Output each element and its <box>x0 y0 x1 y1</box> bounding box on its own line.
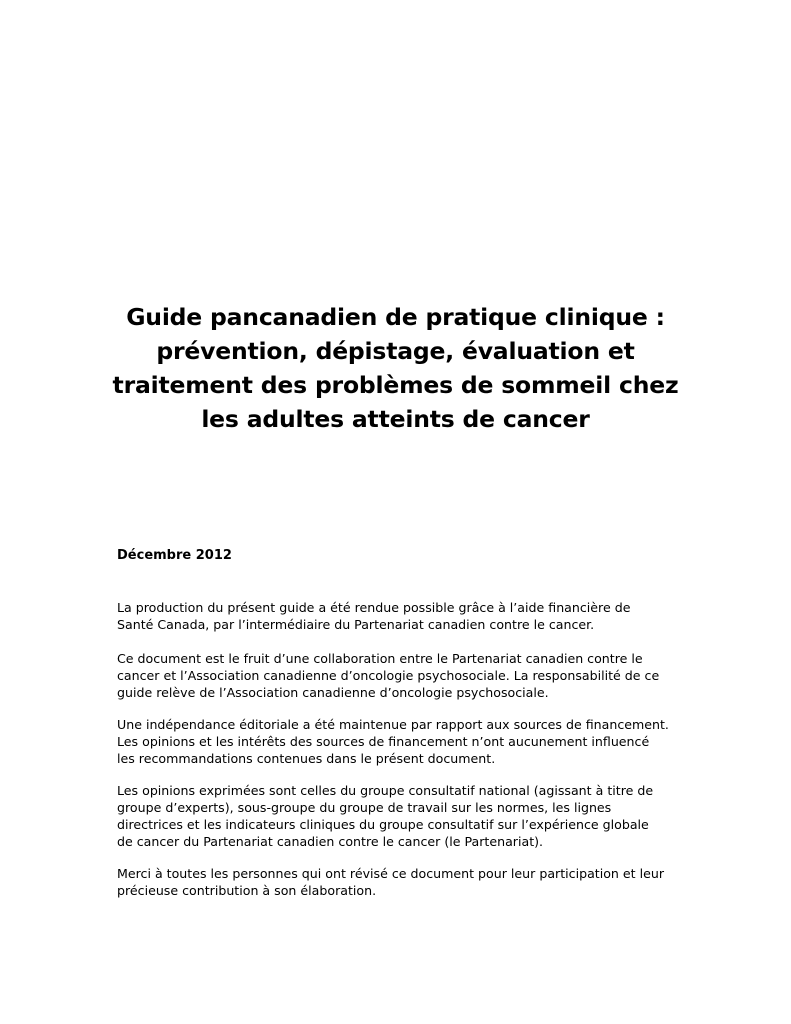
text-line: précieuse contribution à son élaboration. <box>117 883 377 898</box>
opinions-paragraph <box>117 782 717 850</box>
title-line: prévention, dépistage, évaluation et <box>156 337 635 365</box>
title-line: Guide pancanadien de pratique clinique : <box>126 303 665 331</box>
funding-paragraph <box>117 599 717 633</box>
text-line: Santé Canada, par l’intermédiaire du Partenariat canadien contre le cancer. <box>117 617 595 632</box>
text-line: Les opinions exprimées sont celles du groupe consultatif national (agissant à titre de <box>117 783 654 798</box>
document-title <box>60 300 731 436</box>
title-line: les adultes atteints de cancer <box>201 405 590 433</box>
text-line: Merci à toutes les personnes qui ont révisé ce document pour leur participation et leur <box>117 866 665 881</box>
editorial-independence-paragraph <box>117 716 717 767</box>
text-line: cancer et l’Association canadienne d’oncologie psychosociale. La responsabilité de ce <box>117 668 660 683</box>
text-line: Ce document est le fruit d’une collaboration entre le Partenariat canadien contre le <box>117 651 643 666</box>
text-line: les recommandations contenues dans le présent document. <box>117 751 496 766</box>
text-line: Les opinions et les intérêts des sources de financement n’ont aucunement influencé <box>117 734 650 749</box>
text-line: de cancer du Partenariat canadien contre le cancer (le Partenariat). <box>117 834 544 849</box>
acknowledgements-paragraph <box>117 865 717 899</box>
text-line: Une indépendance éditoriale a été maintenue par rapport aux sources de financement. <box>117 717 669 732</box>
title-line: traitement des problèmes de sommeil chez <box>112 371 679 399</box>
text-line: directrices et les indicateurs cliniques du groupe consultatif sur l’expérience globale <box>117 817 649 832</box>
collaboration-paragraph <box>117 650 717 701</box>
text-line: guide relève de l’Association canadienne d’oncologie psychosociale. <box>117 685 549 700</box>
text-line: groupe d’experts), sous-groupe du groupe de travail sur les normes, les lignes <box>117 800 612 815</box>
text-line: La production du présent guide a été rendue possible grâce à l’aide financière de <box>117 600 631 615</box>
publication-date: Décembre 2012 <box>117 548 232 563</box>
